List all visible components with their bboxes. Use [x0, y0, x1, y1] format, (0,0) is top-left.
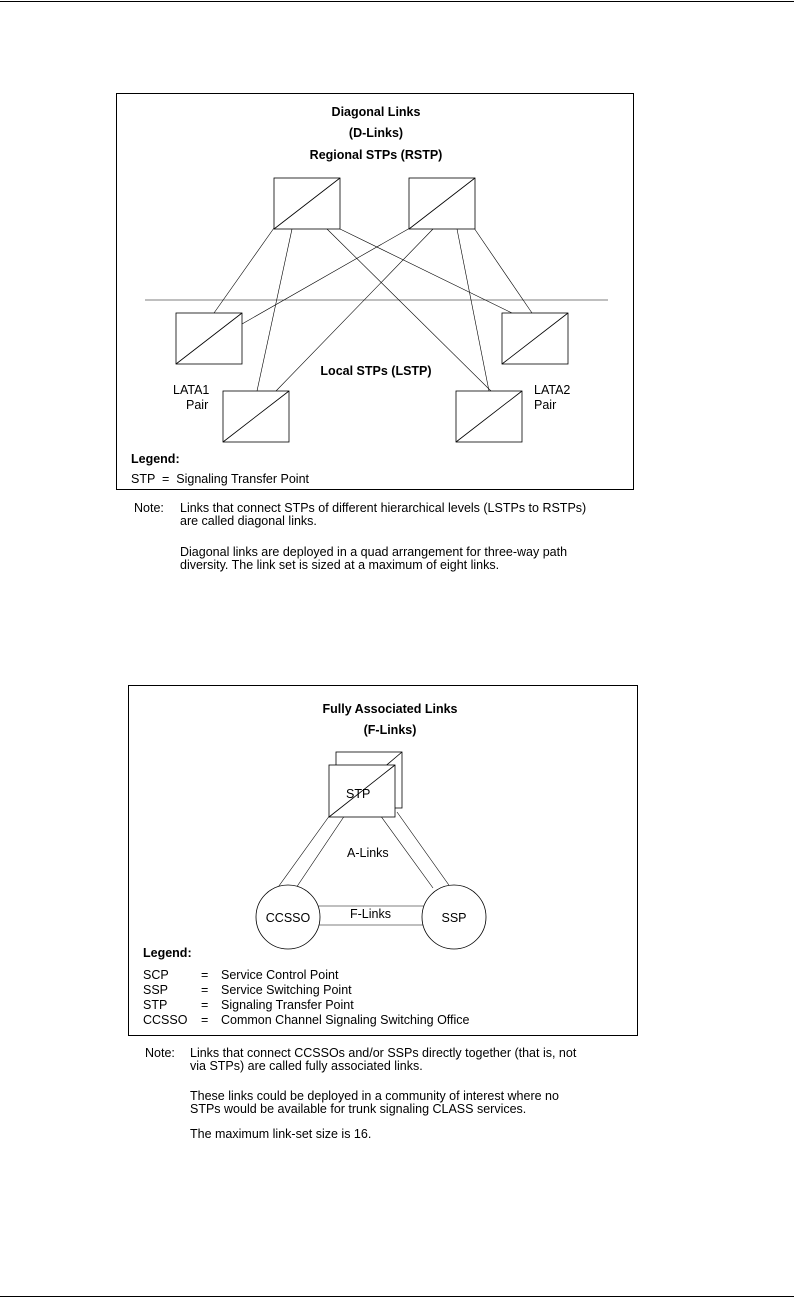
local-stp-label: Local STPs (LSTP) [320, 364, 432, 378]
note-d-line: diversity. The link set is sized at a maximum of eight links. [180, 558, 500, 572]
note-f-line: STPs would be available for trunk signaling CLASS services. [190, 1102, 527, 1116]
legend-equals: = [201, 998, 209, 1012]
f-links-label: F-Links [350, 907, 391, 921]
legend-description: Service Switching Point [221, 983, 352, 997]
legend-row-scp [143, 968, 338, 982]
diagram-f-legend-title: Legend: [143, 946, 192, 960]
legend-description: Service Control Point [221, 968, 339, 982]
legend-description: Common Channel Signaling Switching Office [221, 1013, 470, 1027]
ccsso-node-label: CCSSO [265, 911, 311, 925]
diagram-d-subtitle: (D-Links) [348, 126, 404, 140]
note-d-line: Diagonal links are deployed in a quad arrangement for three-way path [180, 545, 568, 559]
note-f-paragraph-2 [190, 1090, 670, 1116]
lata2-pair-label: Pair [534, 398, 557, 412]
stp-node-label: STP [346, 787, 371, 801]
legend-row-ccsso [143, 1013, 470, 1027]
diagram-d-legend-item: STP = Signaling Transfer Point [131, 472, 309, 486]
a-link-stp-ccsso-outer [276, 815, 330, 890]
note-d-label: Note: [134, 501, 164, 515]
note-d-line: are called diagonal links. [180, 514, 317, 528]
diagram-d-title: Diagonal Links [331, 105, 421, 119]
legend-equals: = [201, 1013, 209, 1027]
note-f-line: via STPs) are called fully associated links. [190, 1059, 423, 1073]
note-f-line: Links that connect CCSSOs and/or SSPs directly together (that is, not [190, 1046, 577, 1060]
diagram-f-title: Fully Associated Links [322, 702, 458, 716]
note-d-line: Links that connect STPs of different hierarchical levels (LSTPs to RSTPs) [180, 501, 587, 515]
note-f-paragraph-1 [190, 1047, 670, 1073]
regional-stp-label: Regional STPs (RSTP) [309, 148, 443, 162]
legend-equals: = [201, 983, 209, 997]
legend-equals: = [201, 968, 209, 982]
lata2-label: LATA2 [534, 383, 571, 397]
note-f-label: Note: [145, 1046, 175, 1060]
diagram-f-subtitle: (F-Links) [363, 723, 417, 737]
legend-abbr: SCP [143, 968, 169, 982]
legend-abbr: SSP [143, 983, 169, 997]
a-link-stp-ccsso-inner [296, 815, 345, 888]
bottom-rule [0, 1296, 794, 1297]
a-links-label: A-Links [347, 846, 389, 860]
lata1-label: LATA1 [173, 383, 210, 397]
diagram-d-legend-title: Legend: [131, 452, 180, 466]
legend-row-stp [143, 998, 354, 1012]
legend-row-ssp [143, 983, 352, 997]
legend-abbr: CCSSO [143, 1013, 188, 1027]
lata1-pair-label: Pair [186, 398, 209, 412]
legend-abbr: STP [143, 998, 168, 1012]
legend-description: Signaling Transfer Point [221, 998, 354, 1012]
note-f-line: These links could be deployed in a community of interest where no [190, 1089, 559, 1103]
ssp-node-label: SSP [441, 911, 467, 925]
stp-mated-pair-node [329, 752, 402, 817]
note-f-paragraph-3: The maximum link-set size is 16. [190, 1127, 372, 1141]
